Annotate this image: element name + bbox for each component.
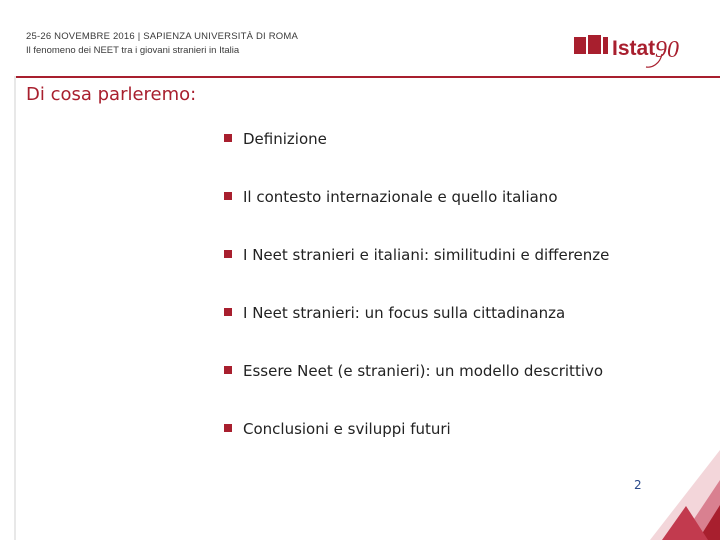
- agenda-item: [224, 303, 609, 361]
- agenda-list: [224, 129, 609, 477]
- square-bullet-icon: [224, 308, 232, 316]
- agenda-item: [224, 419, 609, 477]
- square-bullet-icon: [224, 366, 232, 374]
- agenda-item-label: I Neet stranieri e italiani: similitudini e differenze: [243, 246, 610, 264]
- page-number: 2: [634, 478, 642, 492]
- slide-header: [0, 0, 720, 80]
- square-bullet-icon: [224, 250, 232, 258]
- square-bullet-icon: [224, 192, 232, 200]
- agenda-item-label: Essere Neet (e stranieri): un modello descrittivo: [243, 362, 604, 380]
- square-bullet-icon: [224, 134, 232, 142]
- logo-anniversary-badge: 90: [655, 37, 679, 63]
- agenda-item-label: Conclusioni e sviluppi futuri: [243, 420, 451, 438]
- agenda-item: [224, 187, 609, 245]
- agenda-item-label: Definizione: [243, 130, 327, 148]
- istat-logo: [572, 30, 692, 72]
- agenda-item: [224, 245, 609, 303]
- agenda-item: [224, 129, 609, 187]
- event-line: 25-26 NOVEMBRE 2016 | SAPIENZA UNIVERSITÀ DI ROMA: [26, 31, 299, 42]
- agenda-item-label: Il contesto internazionale e quello italiano: [243, 188, 558, 206]
- section-title: Di cosa parleremo:: [26, 84, 197, 105]
- square-bullet-icon: [224, 424, 232, 432]
- agenda-item-label: I Neet stranieri: un focus sulla cittadinanza: [243, 304, 566, 322]
- agenda-item: [224, 361, 609, 419]
- left-divider: [14, 76, 16, 540]
- logo-wordmark: Istat: [612, 37, 656, 60]
- header-divider: [14, 76, 720, 78]
- presentation-subtitle: Il fenomeno dei NEET tra i giovani stranieri in Italia: [26, 45, 240, 56]
- corner-decoration: [590, 450, 720, 540]
